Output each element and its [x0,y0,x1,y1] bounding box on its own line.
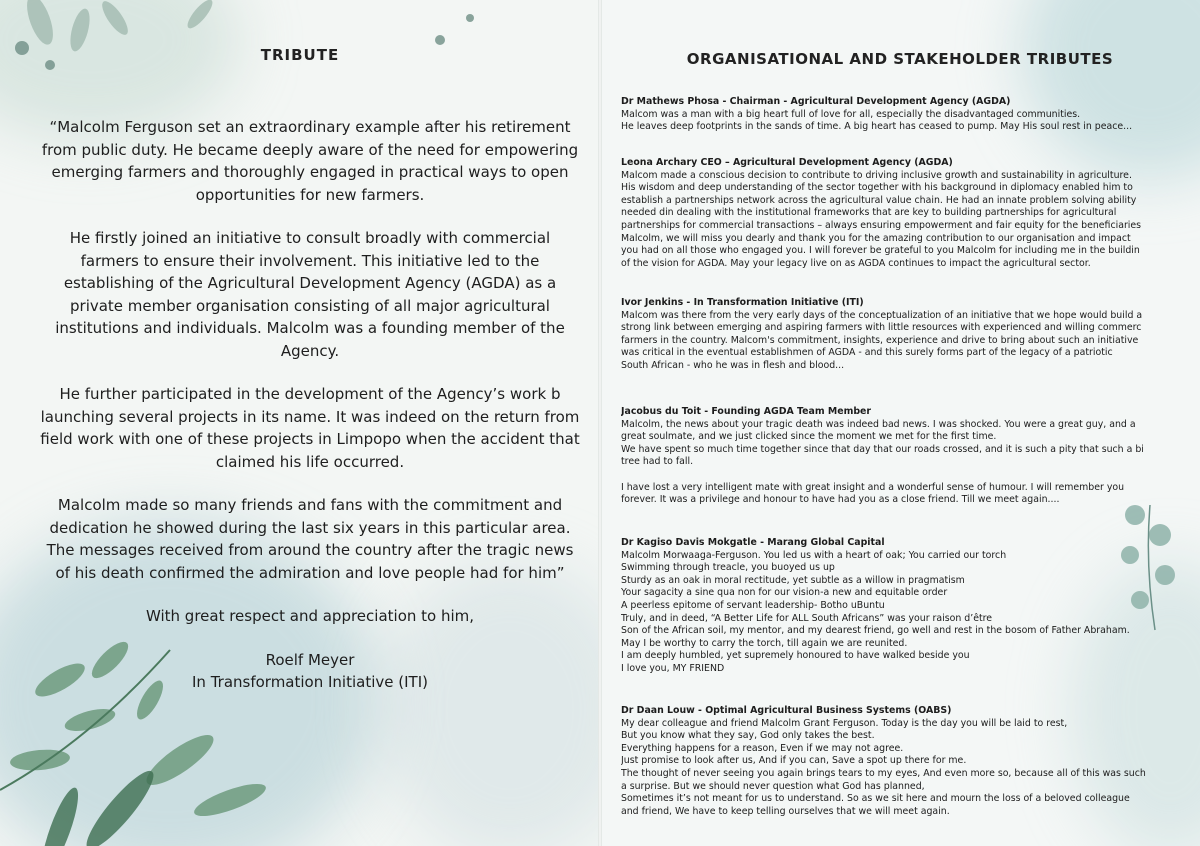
tribute-line: great soulmate, and we just clicked since the moment we met for the first time. [621,431,997,443]
tribute-line: I have lost a very intelligent mate with great insight and a wonderful sense of humour. I will remember you [621,481,1125,493]
tribute-line: Just promise to look after us, And if you can, Save a spot up there for me. [621,755,967,767]
closing-line: With great respect and appreciation to him, [145,607,475,625]
watercolor-wash [1020,0,1200,180]
tribute-line: tree had to fall. [621,456,694,468]
tribute-line: My dear colleague and friend Malcolm Grant Ferguson. Today is the day you will be laid to rest, [621,717,1068,729]
tribute-line: Truly, and in deed, “A Better Life for ALL South Africans” was your raison d’être [621,612,993,624]
paragraph: Malcolm made so many friends and fans with the commitment and dedication he showed during the last six years in this particular area. The messages received from around the country after the tragic news of his death confirmed the admiration and love people had for him” [46,496,574,582]
tribute-entry [621,297,1195,373]
tribute-entry [621,96,1195,134]
tribute-line: farmers in the country. Malcom's commitment, insights, experience and drive to bring about such an initiative [621,334,1139,346]
tribute-line: But you know what they say, God only takes the best. [621,730,875,742]
tribute-line: was critical in the eventual establishmen of AGDA - and this surely forms part of the legacy of a patriotic [621,347,1113,359]
tribute-entry [621,705,1195,818]
tribute-entry [621,406,1195,507]
paragraph: He firstly joined an initiative to consult broadly with commercial farmers to ensure their involvement. This initiative led to the establishing of the Agricultural Development Agency (AGDA) as a private member organisation consisting of all major agricultural institutions and individuals. Malcolm was a founding member of the Agency. [55,229,565,360]
tribute-line: May I be worthy to carry the torch, till again we are reunited. [621,637,908,649]
tribute-line: Malcom was a man with a big heart full of love for all, especially the disadvantaged communities. [621,108,1081,120]
tribute-line: Your sagacity a sine qua non for our vision-a new and equitable order [621,587,948,599]
tribute-text [40,116,580,694]
paragraph: “Malcolm Ferguson set an extraordinary example after his retirement from public duty. He became deeply aware of the need for empowering emerging farmers and thoroughly engaged in practical ways to open opportunities for new farmers. [41,118,579,204]
tribute-line: needed din dealing with the institutional frameworks that are key to building partnerships for agricultural [621,207,1117,219]
tribute-entry [621,157,1195,270]
tribute-line: Malcom was there from the very early days of the conceptualization of an initiative that we hope would build a [621,309,1143,321]
signature-block [40,649,580,694]
tribute-line: I love you, MY FRIEND [621,662,725,674]
page-fold [598,0,602,846]
tribute-line: We have spent so much time together since that day that our roads crossed, and it is such a pity that such a bi [621,443,1144,455]
tribute-line: The thought of never seeing you again brings tears to my eyes, And even more so, because all of this was such [621,767,1146,779]
tribute-line: of the vision for AGDA. May your legacy live on as AGDA continues to impact the agricultural sector. [621,257,1091,269]
tribute-line: Malcolm Morwaaga-Ferguson. You led us with a heart of oak; You carried our torch [621,549,1007,561]
page-title: TRIBUTE [260,46,340,64]
tribute-heading: Ivor Jenkins - In Transformation Initiative (ITI) [621,297,864,308]
tribute-line: Sturdy as an oak in moral rectitude, yet subtle as a willow in pragmatism [621,574,965,586]
tribute-line: strong link between emerging and aspiring farmers with little resources with experienced and willing commerc [621,322,1142,334]
signature-org: In Transformation Initiative (ITI) [192,673,428,691]
tribute-line: partnerships for commercial transactions – always ensuring empowerment and fair equity for the beneficiaries [621,219,1142,231]
tribute-line: A peerless epitome of servant leadership- Botho uBuntu [621,599,885,611]
tribute-line: Swimming through treacle, you buoyed us up [621,562,835,574]
tribute-heading: Dr Daan Louw - Optimal Agricultural Business Systems (OABS) [621,705,952,716]
spacer [621,469,1195,482]
tribute-line: a surprise. But we should never question what God has planned, [621,780,925,792]
tribute-line: Son of the African soil, my mentor, and my dearest friend, go well and rest in the bosom of Father Abraham. [621,625,1130,637]
tribute-heading: Dr Mathews Phosa - Chairman - Agricultural Development Agency (AGDA) [621,96,1011,107]
tribute-line: Malcolm, we will miss you dearly and thank you for the amazing contribution to our organisation and impact [621,232,1131,244]
stakeholder-tributes-page [600,0,1200,846]
tribute-line: Everything happens for a reason, Even if we may not agree. [621,742,904,754]
tribute-line: establish a partnerships network across the agricultural value chain. He had an innate problem solving ability [621,194,1137,206]
tribute-line: I am deeply humbled, yet supremely honoured to have walked beside you [621,650,970,662]
tribute-line: Malcom made a conscious decision to contribute to driving inclusive growth and sustainability in agriculture. [621,169,1132,181]
tribute-heading: Jacobus du Toit - Founding AGDA Team Member [621,406,872,417]
tribute-heading: Leona Archary CEO – Agricultural Development Agency (AGDA) [621,157,953,168]
tribute-line: He leaves deep footprints in the sands of time. A big heart has ceased to pump. May His soul rest in peace... [621,121,1133,133]
tribute-line: South African - who he was in flesh and blood... [621,359,845,371]
signature-name: Roelf Meyer [265,650,355,669]
tribute-line: Sometimes it’s not meant for us to understand. So as we sit here and mourn the loss of a beloved colleague [621,793,1130,805]
tribute-line: His wisdom and deep understanding of the sector together with his background in diplomacy enabled him to [621,182,1133,194]
tribute-line: Malcolm, the news about your tragic death was indeed bad news. I was shocked. You were a great guy, and a [621,418,1136,430]
tribute-entry [621,537,1195,676]
tribute-line: and friend, We have to keep telling ourselves that we will meet again. [621,805,950,817]
paragraph: He further participated in the development of the Agency’s work b launching several projects in its name. It was indeed on the return from field work with one of these projects in Limpopo when the accident that claimed his life occurred. [40,385,580,471]
tribute-line: forever. It was a privilege and honour to have had you as a close friend. Till we meet again.... [621,494,1060,506]
page-title: ORGANISATIONAL AND STAKEHOLDER TRIBUTES [686,50,1114,68]
tribute-heading: Dr Kagiso Davis Mokgatle - Marang Global Capital [621,537,885,548]
tribute-line: you had on all those who engaged you. I will forever be grateful to you Malcolm for including me in the buildin [621,245,1140,257]
